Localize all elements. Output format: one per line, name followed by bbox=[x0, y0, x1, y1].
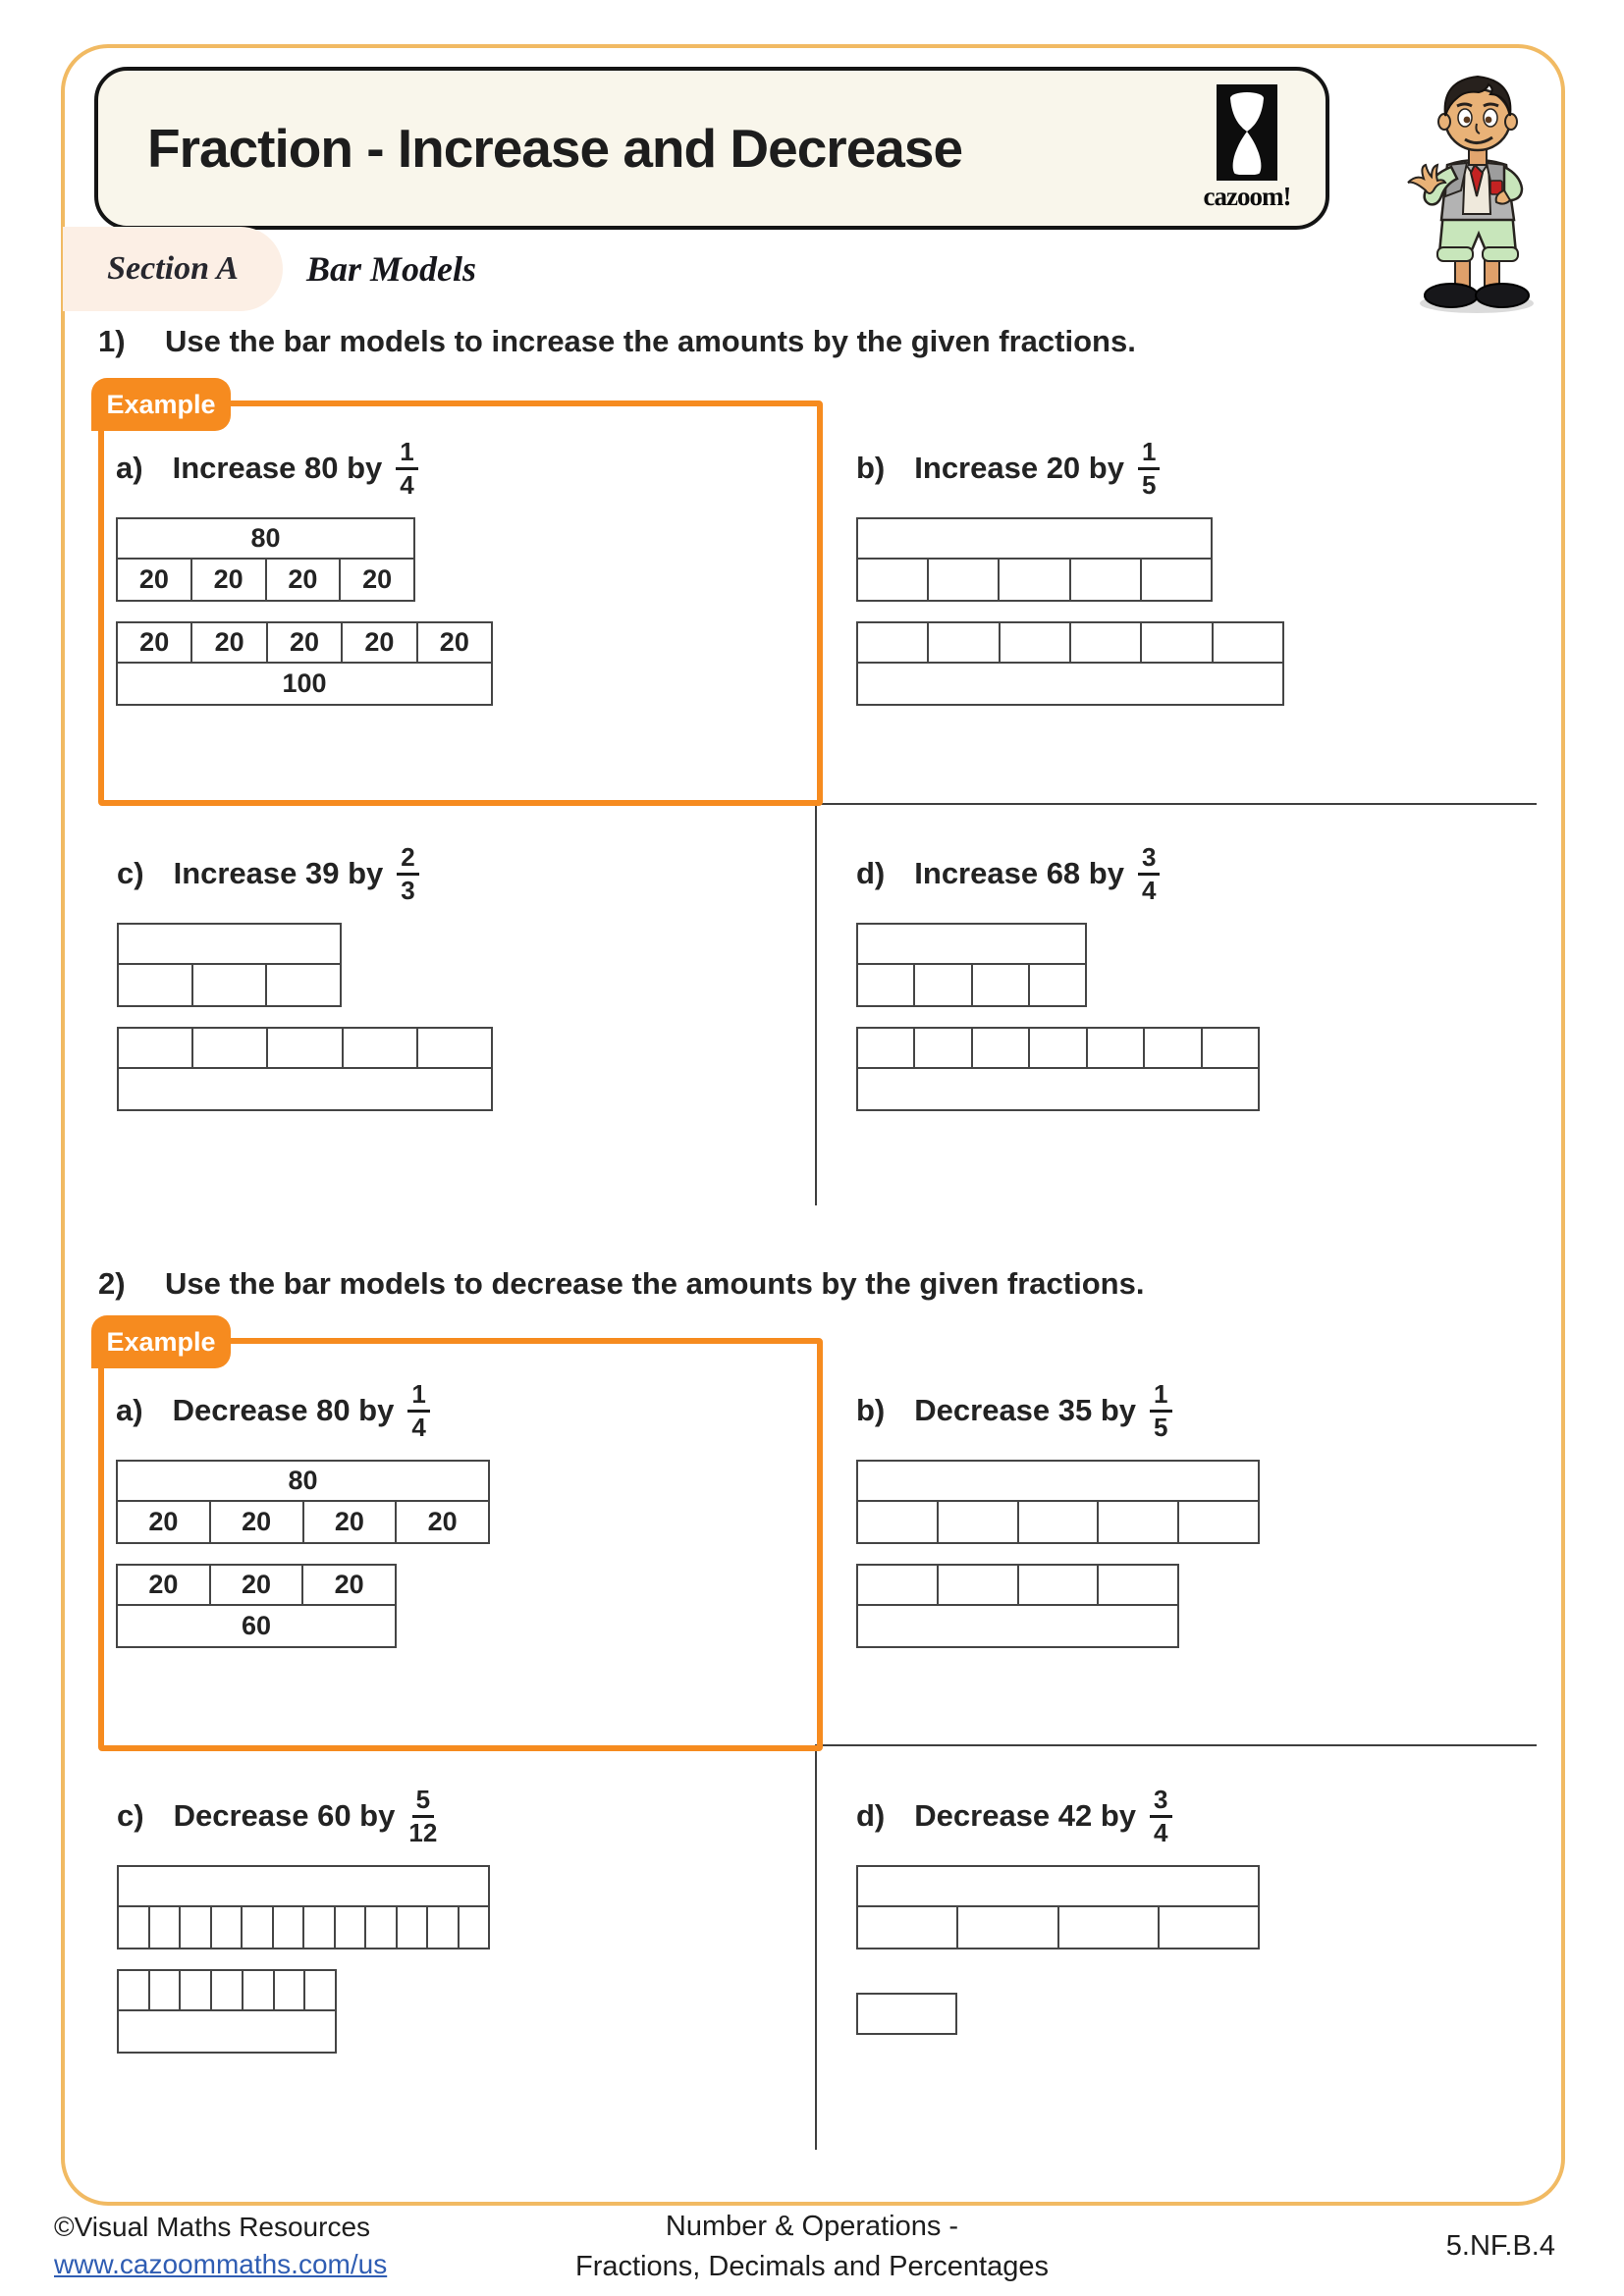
bar-model-row bbox=[856, 1907, 1260, 1949]
bar-cell bbox=[856, 1564, 939, 1606]
fraction bbox=[1150, 1380, 1171, 1441]
bar-cell bbox=[973, 1027, 1030, 1069]
bar-cell: 20 bbox=[116, 1502, 211, 1544]
bar-cell bbox=[150, 1969, 182, 2011]
bar-model-row bbox=[117, 1069, 493, 1111]
bar-model-row bbox=[856, 1027, 1260, 1069]
prompt-text: Decrease 42 by bbox=[914, 1798, 1137, 1833]
bar-cell bbox=[1142, 621, 1213, 664]
bar-cell bbox=[428, 1907, 460, 1949]
bar-cell bbox=[212, 1969, 244, 2011]
fraction-numerator: 1 bbox=[396, 438, 417, 470]
divider-horizontal bbox=[815, 1744, 1537, 1746]
fraction-denominator: 3 bbox=[401, 875, 415, 905]
footer-topic-line2: Fractions, Decimals and Percentages bbox=[575, 2250, 1049, 2282]
fraction bbox=[1150, 1786, 1171, 1846]
bar-cell: 20 bbox=[211, 1502, 304, 1544]
bar-cell: 20 bbox=[192, 560, 267, 602]
fraction bbox=[397, 843, 418, 904]
bar-model bbox=[856, 1460, 1260, 1544]
fraction-denominator: 12 bbox=[408, 1817, 438, 1847]
bar-model-row bbox=[856, 517, 1213, 560]
bar-cell bbox=[1019, 1502, 1100, 1544]
footer-copyright: ©Visual Maths Resources bbox=[54, 2212, 371, 2242]
bar-cell bbox=[856, 1502, 939, 1544]
part-prompt bbox=[856, 1767, 1553, 1865]
bar-cell bbox=[150, 1907, 182, 1949]
fraction-numerator: 3 bbox=[1150, 1786, 1171, 1818]
logo-wordmark: cazoom! bbox=[1203, 182, 1291, 211]
part-2d bbox=[856, 1767, 1553, 2035]
bar-cell bbox=[117, 965, 193, 1007]
bar-cell: 20 bbox=[418, 621, 493, 664]
bar-model bbox=[117, 1865, 490, 1949]
fraction-denominator: 4 bbox=[411, 1412, 426, 1442]
divider-horizontal bbox=[815, 803, 1537, 805]
question-1 bbox=[0, 324, 1624, 1266]
part-2c bbox=[117, 1767, 794, 2054]
prompt-text: Increase 20 by bbox=[914, 451, 1124, 485]
bar-model bbox=[117, 923, 342, 1007]
bar-model-row bbox=[856, 965, 1087, 1007]
bar-model bbox=[856, 1865, 1260, 1949]
bar-cell bbox=[929, 560, 1000, 602]
part-label: b) bbox=[856, 1393, 886, 1427]
fraction bbox=[1138, 438, 1160, 499]
fraction-numerator: 1 bbox=[1150, 1380, 1171, 1413]
bar-cell bbox=[1030, 965, 1087, 1007]
bar-cell bbox=[1099, 1502, 1179, 1544]
bar-cell bbox=[268, 1027, 343, 1069]
bar-cell bbox=[1160, 1907, 1260, 1949]
bar-cell bbox=[856, 1027, 915, 1069]
bar-cell: 60 bbox=[116, 1606, 397, 1648]
bar-model bbox=[117, 1969, 337, 2054]
example-box bbox=[98, 1338, 823, 1751]
divider-vertical bbox=[815, 803, 817, 1205]
boy-character-illustration bbox=[1396, 65, 1549, 316]
part-label: c) bbox=[117, 1798, 144, 1833]
fraction-numerator: 2 bbox=[397, 843, 418, 876]
bar-cell: 20 bbox=[116, 1564, 211, 1606]
worksheet-part bbox=[117, 825, 794, 1111]
bar-cell bbox=[193, 965, 268, 1007]
bar-cell bbox=[305, 1969, 337, 2011]
divider-vertical bbox=[815, 1744, 817, 2150]
bar-model-row bbox=[856, 1502, 1260, 1544]
bar-cell bbox=[181, 1907, 212, 1949]
bar-cell: 20 bbox=[267, 560, 342, 602]
bar-model bbox=[856, 1993, 957, 2035]
bar-cell bbox=[973, 965, 1030, 1007]
bar-cell bbox=[117, 1865, 490, 1907]
bar-cell bbox=[398, 1907, 429, 1949]
bar-model-row bbox=[856, 1069, 1260, 1111]
example-tab: Example bbox=[91, 378, 231, 431]
bar-cell bbox=[856, 1460, 1260, 1502]
bar-cell: 20 bbox=[268, 621, 343, 664]
bar-cell bbox=[856, 1993, 957, 2035]
bar-model-row bbox=[856, 1460, 1260, 1502]
bar-model-row bbox=[117, 2011, 337, 2054]
bar-cell bbox=[117, 1969, 150, 2011]
bar-cell bbox=[856, 1606, 1179, 1648]
prompt-text: Decrease 35 by bbox=[914, 1393, 1137, 1427]
bar-cell bbox=[275, 1969, 306, 2011]
bar-cell bbox=[1099, 1564, 1179, 1606]
question-number: 1) bbox=[98, 324, 126, 358]
fraction-denominator: 4 bbox=[400, 469, 414, 500]
bar-cell bbox=[856, 517, 1213, 560]
bar-model bbox=[856, 621, 1284, 706]
bar-cell bbox=[117, 2011, 337, 2054]
part-label: a) bbox=[116, 451, 143, 485]
fraction-denominator: 4 bbox=[1154, 1817, 1168, 1847]
bar-model-row bbox=[856, 923, 1087, 965]
footer-link[interactable]: www.cazoommaths.com/us bbox=[54, 2248, 388, 2279]
bar-cell bbox=[244, 1969, 275, 2011]
fraction-numerator: 5 bbox=[412, 1786, 434, 1818]
bar-cell bbox=[460, 1907, 491, 1949]
footer-topic-line1: Number & Operations - bbox=[665, 2211, 959, 2242]
bar-cell bbox=[117, 1907, 150, 1949]
bar-cell: 20 bbox=[192, 621, 267, 664]
part-1b bbox=[856, 419, 1553, 706]
bar-model bbox=[856, 1027, 1260, 1111]
bar-model bbox=[856, 923, 1087, 1007]
bar-cell: 20 bbox=[341, 560, 415, 602]
bar-cell bbox=[939, 1564, 1019, 1606]
bar-model bbox=[117, 1027, 493, 1111]
bar-cell bbox=[243, 1907, 274, 1949]
bar-model bbox=[856, 1564, 1179, 1648]
part-label: d) bbox=[856, 1798, 886, 1833]
fraction bbox=[1138, 843, 1160, 904]
part-prompt bbox=[856, 419, 1553, 517]
bar-model-row bbox=[856, 560, 1213, 602]
part-label: b) bbox=[856, 451, 886, 485]
bar-model-row bbox=[856, 664, 1284, 706]
bar-cell bbox=[1000, 560, 1070, 602]
bar-cell bbox=[958, 1907, 1058, 1949]
section-label: Section A bbox=[107, 250, 239, 287]
bar-cell bbox=[193, 1027, 268, 1069]
bar-cell bbox=[856, 1069, 1260, 1111]
bar-cell: 20 bbox=[116, 560, 192, 602]
question-instruction: Use the bar models to increase the amounts by the given fractions. bbox=[165, 324, 1136, 358]
bar-model-row bbox=[117, 965, 342, 1007]
section-badge bbox=[63, 227, 283, 311]
section-topic: Bar Models bbox=[306, 249, 477, 289]
example-tab: Example bbox=[91, 1315, 231, 1368]
bar-model-row bbox=[856, 1564, 1179, 1606]
bar-cell bbox=[856, 965, 915, 1007]
bar-cell: 20 bbox=[397, 1502, 490, 1544]
bar-cell bbox=[117, 1027, 193, 1069]
part-1d bbox=[856, 825, 1553, 1111]
worksheet-part bbox=[856, 1767, 1553, 2035]
bar-cell bbox=[856, 1865, 1260, 1907]
prompt-text: Increase 68 by bbox=[914, 856, 1124, 890]
bar-cell bbox=[856, 1907, 958, 1949]
bar-cell bbox=[117, 1069, 493, 1111]
bar-model-row bbox=[117, 1969, 337, 2011]
bar-cell bbox=[344, 1027, 418, 1069]
bar-cell bbox=[117, 923, 342, 965]
part-prompt bbox=[856, 825, 1553, 923]
title-box bbox=[94, 67, 1329, 230]
bar-cell: 80 bbox=[116, 517, 415, 560]
bar-model-row bbox=[117, 923, 342, 965]
worksheet-part bbox=[117, 1767, 794, 2054]
bar-cell bbox=[366, 1907, 398, 1949]
bar-cell bbox=[304, 1907, 336, 1949]
bar-cell bbox=[1071, 621, 1142, 664]
kazoo-icon bbox=[1217, 84, 1277, 181]
bar-cell bbox=[274, 1907, 305, 1949]
bar-cell bbox=[1001, 621, 1071, 664]
fraction-numerator: 1 bbox=[407, 1380, 429, 1413]
bar-model-row bbox=[117, 1907, 490, 1949]
part-2b bbox=[856, 1362, 1553, 1648]
bar-model-row bbox=[856, 621, 1284, 664]
bar-cell bbox=[1088, 1027, 1145, 1069]
question-2 bbox=[0, 1266, 1624, 2209]
fraction-denominator: 5 bbox=[1154, 1412, 1168, 1442]
bar-model bbox=[856, 517, 1213, 602]
prompt-text: Decrease 80 by bbox=[172, 1393, 395, 1427]
part-label: a) bbox=[116, 1393, 143, 1427]
part-1c bbox=[117, 825, 794, 1111]
bar-cell bbox=[336, 1907, 367, 1949]
bar-cell: 20 bbox=[343, 621, 417, 664]
bar-cell bbox=[856, 621, 929, 664]
bar-cell bbox=[1071, 560, 1142, 602]
part-prompt bbox=[117, 1767, 794, 1865]
bar-cell bbox=[1179, 1502, 1260, 1544]
bar-cell bbox=[915, 965, 972, 1007]
question-1-header bbox=[98, 324, 1136, 359]
prompt-text: Increase 39 by bbox=[173, 856, 384, 890]
part-label: c) bbox=[117, 856, 144, 890]
worksheet-part bbox=[856, 825, 1553, 1111]
question-2-header bbox=[98, 1266, 1144, 1302]
bar-model-row bbox=[856, 1606, 1179, 1648]
bar-cell bbox=[939, 1502, 1019, 1544]
bar-cell bbox=[856, 664, 1284, 706]
bar-cell bbox=[267, 965, 342, 1007]
worksheet-part bbox=[856, 419, 1553, 706]
bar-cell bbox=[929, 621, 1000, 664]
fraction-denominator: 4 bbox=[1141, 875, 1157, 905]
bar-cell: 20 bbox=[211, 1564, 304, 1606]
question-instruction: Use the bar models to decrease the amounts by the given fractions. bbox=[165, 1266, 1145, 1301]
bar-cell: 20 bbox=[304, 1502, 398, 1544]
bar-cell: 20 bbox=[303, 1564, 397, 1606]
prompt-text: Decrease 60 by bbox=[173, 1798, 396, 1833]
footer-topic bbox=[0, 2207, 1624, 2286]
part-prompt bbox=[856, 1362, 1553, 1460]
bar-cell bbox=[1203, 1027, 1260, 1069]
question-number: 2) bbox=[98, 1266, 126, 1301]
bar-cell bbox=[856, 923, 1087, 965]
bar-cell: 20 bbox=[116, 621, 192, 664]
bar-model-row bbox=[856, 1993, 957, 2035]
bar-cell bbox=[856, 560, 929, 602]
fraction-denominator: 5 bbox=[1141, 469, 1157, 500]
bar-cell bbox=[212, 1907, 244, 1949]
standard-code: 5.NF.B.4 bbox=[1445, 2230, 1555, 2262]
bar-cell bbox=[181, 1969, 212, 2011]
fraction-numerator: 1 bbox=[1138, 438, 1160, 470]
bar-cell bbox=[1142, 560, 1213, 602]
bar-cell: 80 bbox=[116, 1460, 490, 1502]
page-title: Fraction - Increase and Decrease bbox=[147, 118, 963, 179]
fraction-numerator: 3 bbox=[1138, 843, 1160, 876]
bar-cell bbox=[1019, 1564, 1100, 1606]
worksheet-part bbox=[856, 1362, 1553, 1648]
bar-cell bbox=[1214, 621, 1284, 664]
prompt-text: Increase 80 by bbox=[172, 451, 383, 485]
bar-model-row bbox=[117, 1027, 493, 1069]
bar-cell bbox=[1030, 1027, 1087, 1069]
bar-cell bbox=[418, 1027, 493, 1069]
fraction bbox=[408, 1786, 437, 1846]
bar-model-row bbox=[856, 1865, 1260, 1907]
bar-cell: 100 bbox=[116, 664, 493, 706]
part-label: d) bbox=[856, 856, 886, 890]
bar-model-row bbox=[117, 1865, 490, 1907]
bar-cell bbox=[1059, 1907, 1160, 1949]
cazoom-logo bbox=[1190, 84, 1304, 212]
part-prompt bbox=[117, 825, 794, 923]
bar-cell bbox=[1145, 1027, 1202, 1069]
bar-cell bbox=[915, 1027, 972, 1069]
example-box bbox=[98, 400, 823, 806]
